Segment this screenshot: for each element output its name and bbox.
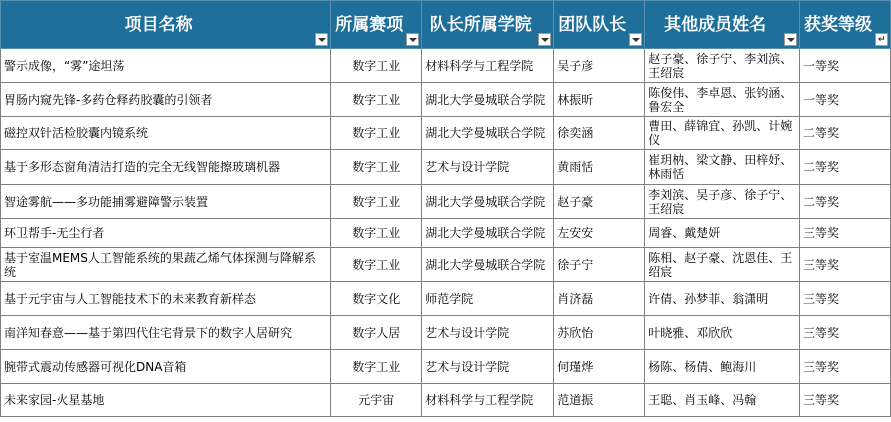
- filter-dropdown-icon[interactable]: [315, 33, 328, 46]
- cell-college[interactable]: 材料科学与工程学院: [422, 384, 554, 417]
- cell-leader[interactable]: 赵子豪: [554, 185, 645, 219]
- cell-leader[interactable]: 肖济磊: [554, 282, 645, 316]
- table-row: [1, 185, 891, 219]
- cell-college[interactable]: 湖北大学曼城联合学院: [422, 185, 554, 219]
- cell-project[interactable]: 腕带式震动传感器可视化DNA音箱: [1, 350, 331, 384]
- table-row: [1, 49, 891, 83]
- cell-leader[interactable]: 徐奕涵: [554, 117, 645, 150]
- cell-college[interactable]: 湖北大学曼城联合学院: [422, 83, 554, 117]
- cell-award[interactable]: 二等奖: [799, 117, 890, 150]
- cell-project[interactable]: 基于多形态窗角清洁打造的完全无线智能擦玻璃机器: [1, 150, 331, 185]
- table-row: [1, 219, 891, 248]
- cell-project[interactable]: 南洋知春意——基于第四代住宅背景下的数字人居研究: [1, 316, 331, 350]
- cell-members[interactable]: 叶晓雅、邓欣欣: [645, 316, 800, 350]
- cell-project[interactable]: 胃肠内窥先锋-多药仓释药胶囊的引领者: [1, 83, 331, 117]
- table-row: [1, 316, 891, 350]
- cell-leader[interactable]: 黄雨恬: [554, 150, 645, 185]
- cell-award[interactable]: 一等奖: [799, 49, 890, 83]
- cell-college[interactable]: 艺术与设计学院: [422, 350, 554, 384]
- cell-leader[interactable]: 苏欣怡: [554, 316, 645, 350]
- cell-leader[interactable]: 范道振: [554, 384, 645, 417]
- cell-members[interactable]: 杨陈、杨倩、鲍海川: [645, 350, 800, 384]
- cell-leader[interactable]: 何瑾烨: [554, 350, 645, 384]
- cell-project[interactable]: 基于室温MEMS人工智能系统的果蔬乙烯气体探测与降解系统: [1, 248, 331, 282]
- cell-project[interactable]: 未来家园-火星基地: [1, 384, 331, 417]
- table-row: [1, 248, 891, 282]
- cell-college[interactable]: 艺术与设计学院: [422, 316, 554, 350]
- filter-dropdown-icon[interactable]: [538, 33, 551, 46]
- cell-leader[interactable]: 徐子宁: [554, 248, 645, 282]
- cell-members[interactable]: 赵子豪、徐子宁、李刘滨、王绍宸: [645, 49, 800, 83]
- cell-college[interactable]: 湖北大学曼城联合学院: [422, 219, 554, 248]
- header-leader[interactable]: 团队队长: [554, 1, 645, 49]
- table-row: [1, 117, 891, 150]
- cell-college[interactable]: 湖北大学曼城联合学院: [422, 117, 554, 150]
- cell-project[interactable]: 环卫帮手-无尘行者: [1, 219, 331, 248]
- cell-college[interactable]: 材料科学与工程学院: [422, 49, 554, 83]
- cell-award[interactable]: 二等奖: [799, 185, 890, 219]
- cell-college[interactable]: 湖北大学曼城联合学院: [422, 248, 554, 282]
- cell-members[interactable]: 许倩、孙梦菲、翁潇明: [645, 282, 800, 316]
- cell-award[interactable]: 二等奖: [799, 150, 890, 185]
- header-members[interactable]: 其他成员姓名: [645, 1, 800, 49]
- cell-leader[interactable]: 吴子彦: [554, 49, 645, 83]
- table-row: [1, 282, 891, 316]
- cell-award[interactable]: 三等奖: [799, 282, 890, 316]
- cell-award[interactable]: 三等奖: [799, 248, 890, 282]
- cell-track[interactable]: 数字工业: [331, 150, 422, 185]
- cell-track[interactable]: 数字工业: [331, 219, 422, 248]
- table-row: [1, 83, 891, 117]
- cell-project[interactable]: 基于元宇宙与人工智能技术下的未来教育新样态: [1, 282, 331, 316]
- cell-members[interactable]: 李刘滨、吴子彦、徐子宁、王绍宸: [645, 185, 800, 219]
- cell-track[interactable]: 数字人居: [331, 316, 422, 350]
- cell-award[interactable]: 一等奖: [799, 83, 890, 117]
- filter-dropdown-icon[interactable]: [406, 33, 419, 46]
- cell-members[interactable]: 崔玥枘、梁文静、田梓妤、林雨恬: [645, 150, 800, 185]
- cell-members[interactable]: 周睿、戴楚妍: [645, 219, 800, 248]
- cell-members[interactable]: 陈相、赵子豪、沈恩佳、王绍宸: [645, 248, 800, 282]
- table-row: [1, 384, 891, 417]
- header-college[interactable]: 队长所属学院: [422, 1, 554, 49]
- header-project[interactable]: 项目名称: [1, 1, 331, 49]
- header-award[interactable]: 获奖等级 ↵: [799, 1, 890, 49]
- cell-members[interactable]: 曹田、薛锦宜、孙凯、计婉仪: [645, 117, 800, 150]
- header-row: [1, 1, 891, 49]
- cell-track[interactable]: 数字文化: [331, 282, 422, 316]
- cell-award[interactable]: 三等奖: [799, 350, 890, 384]
- cell-members[interactable]: 陈俊伟、李卓恩、张钧涵、鲁宏全: [645, 83, 800, 117]
- cell-award[interactable]: 三等奖: [799, 219, 890, 248]
- cell-members[interactable]: 王聪、肖玉峰、冯翰: [645, 384, 800, 417]
- sort-filter-icon[interactable]: [875, 33, 888, 46]
- cell-leader[interactable]: 左安安: [554, 219, 645, 248]
- cell-project[interactable]: 磁控双针活检胶囊内镜系统: [1, 117, 331, 150]
- cell-track[interactable]: 数字工业: [331, 248, 422, 282]
- cell-college[interactable]: 艺术与设计学院: [422, 150, 554, 185]
- cell-award[interactable]: 三等奖: [799, 316, 890, 350]
- cell-leader[interactable]: 林振昕: [554, 83, 645, 117]
- filter-dropdown-icon[interactable]: [629, 33, 642, 46]
- cell-project[interactable]: 警示成像，“雾”途坦荡: [1, 49, 331, 83]
- cell-track[interactable]: 元宇宙: [331, 384, 422, 417]
- cell-track[interactable]: 数字工业: [331, 49, 422, 83]
- cell-track[interactable]: 数字工业: [331, 117, 422, 150]
- cell-track[interactable]: 数字工业: [331, 83, 422, 117]
- filter-dropdown-icon[interactable]: [784, 33, 797, 46]
- cell-project[interactable]: 智途雾航——多功能捕雾避障警示装置: [1, 185, 331, 219]
- cell-college[interactable]: 师范学院: [422, 282, 554, 316]
- cell-award[interactable]: 三等奖: [799, 384, 890, 417]
- table-row: [1, 350, 891, 384]
- cell-track[interactable]: 数字工业: [331, 350, 422, 384]
- header-track[interactable]: 所属赛项: [331, 1, 422, 49]
- cell-track[interactable]: 数字工业: [331, 185, 422, 219]
- table-row: [1, 150, 891, 185]
